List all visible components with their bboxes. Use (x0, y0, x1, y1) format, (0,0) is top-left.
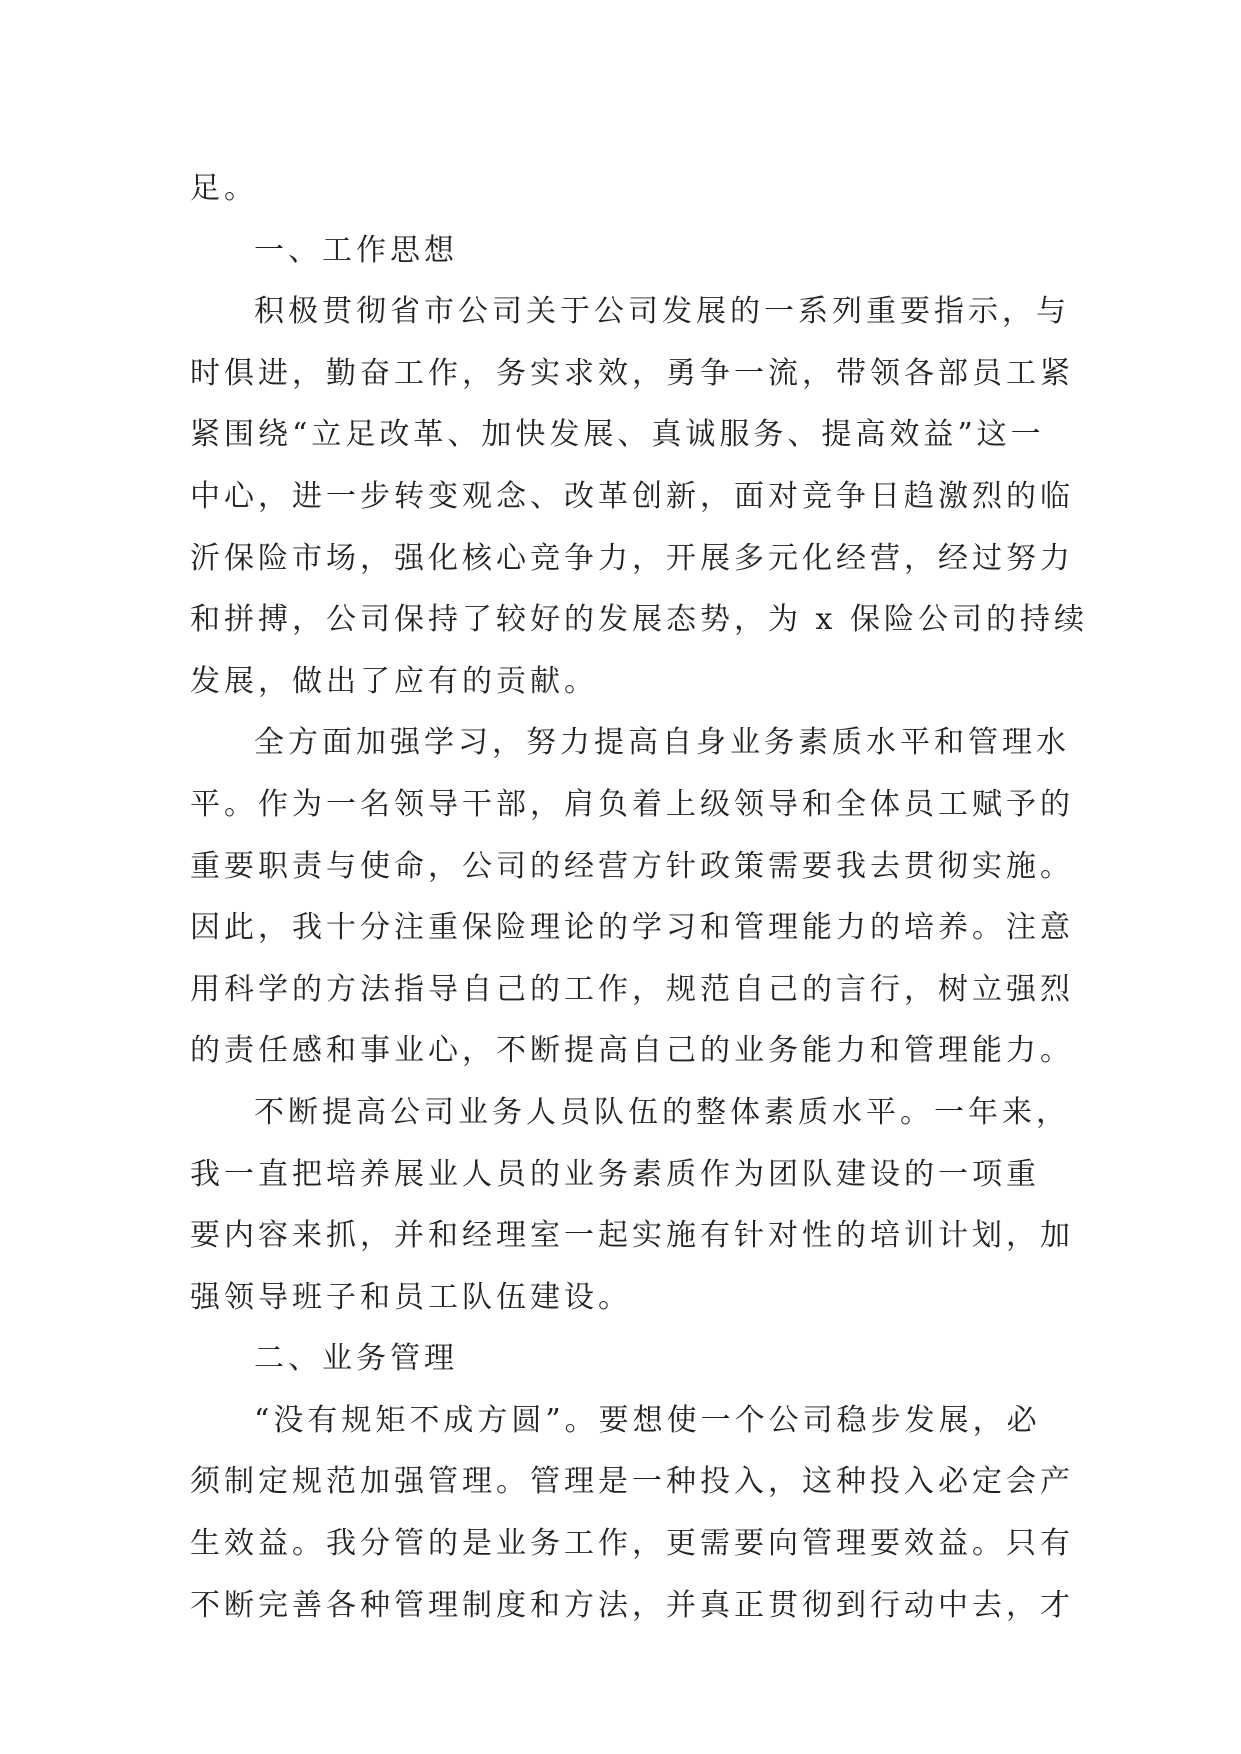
text-line: 沂保险市场，强化核心竞争力，开展多元化经营，经过努力 (190, 540, 1074, 576)
text-line: 和拼搏，公司保持了较好的发展态势，为 x 保险公司的持续 (190, 602, 1088, 638)
text-line: 须制定规范加强管理。管理是一种投入，这种投入必定会产 (190, 1464, 1074, 1500)
section-heading: 二、业务管理 (254, 1341, 458, 1377)
text-line: 发展，做出了应有的贡献。 (190, 663, 598, 699)
text-line: 足。 (190, 171, 258, 206)
text-line: 时俱进，勤奋工作，务实求效，勇争一流，带领各部员工紧 (190, 355, 1074, 391)
paragraph-first-line: 全方面加强学习，努力提高自身业务素质水平和管理水 (254, 725, 1070, 761)
text-line: 用科学的方法指导自己的工作，规范自己的言行，树立强烈 (190, 971, 1074, 1007)
text-line: 重要职责与使命，公司的经营方针政策需要我去贯彻实施。 (190, 848, 1074, 884)
text-line: 我一直把培养展业人员的业务素质作为团队建设的一项重 (190, 1156, 1040, 1192)
text-line: 不断完善各种管理制度和方法，并真正贯彻到行动中去，才 (190, 1587, 1074, 1623)
paragraph-first-line: 不断提高公司业务人员队伍的整体素质水平。一年来， (254, 1094, 1070, 1130)
paragraph-first-line: 积极贯彻省市公司关于公司发展的一系列重要指示，与 (254, 294, 1070, 330)
text-line: 强领导班子和员工队伍建设。 (190, 1279, 632, 1315)
text-line: 因此，我十分注重保险理论的学习和管理能力的培养。注意 (190, 910, 1074, 946)
text-line: 中心，进一步转变观念、改革创新，面对竞争日趋激烈的临 (190, 478, 1074, 514)
text-line: 紧围绕“立足改革、加快发展、真诚服务、提高效益”这一 (190, 417, 1045, 453)
text-line: 要内容来抓，并和经理室一起实施有针对性的培训计划，加 (190, 1218, 1074, 1254)
text-line: 平。作为一名领导干部，肩负着上级领导和全体员工赋予的 (190, 786, 1074, 822)
section-heading: 一、工作思想 (254, 232, 458, 268)
paragraph-first-line: “没有规矩不成方圆”。要想使一个公司稳步发展，必 (254, 1402, 1041, 1438)
text-line: 的责任感和事业心，不断提高自己的业务能力和管理能力。 (190, 1033, 1074, 1069)
document-body (190, 158, 1088, 1636)
text-line: 生效益。我分管的是业务工作，更需要向管理要效益。只有 (190, 1526, 1074, 1562)
